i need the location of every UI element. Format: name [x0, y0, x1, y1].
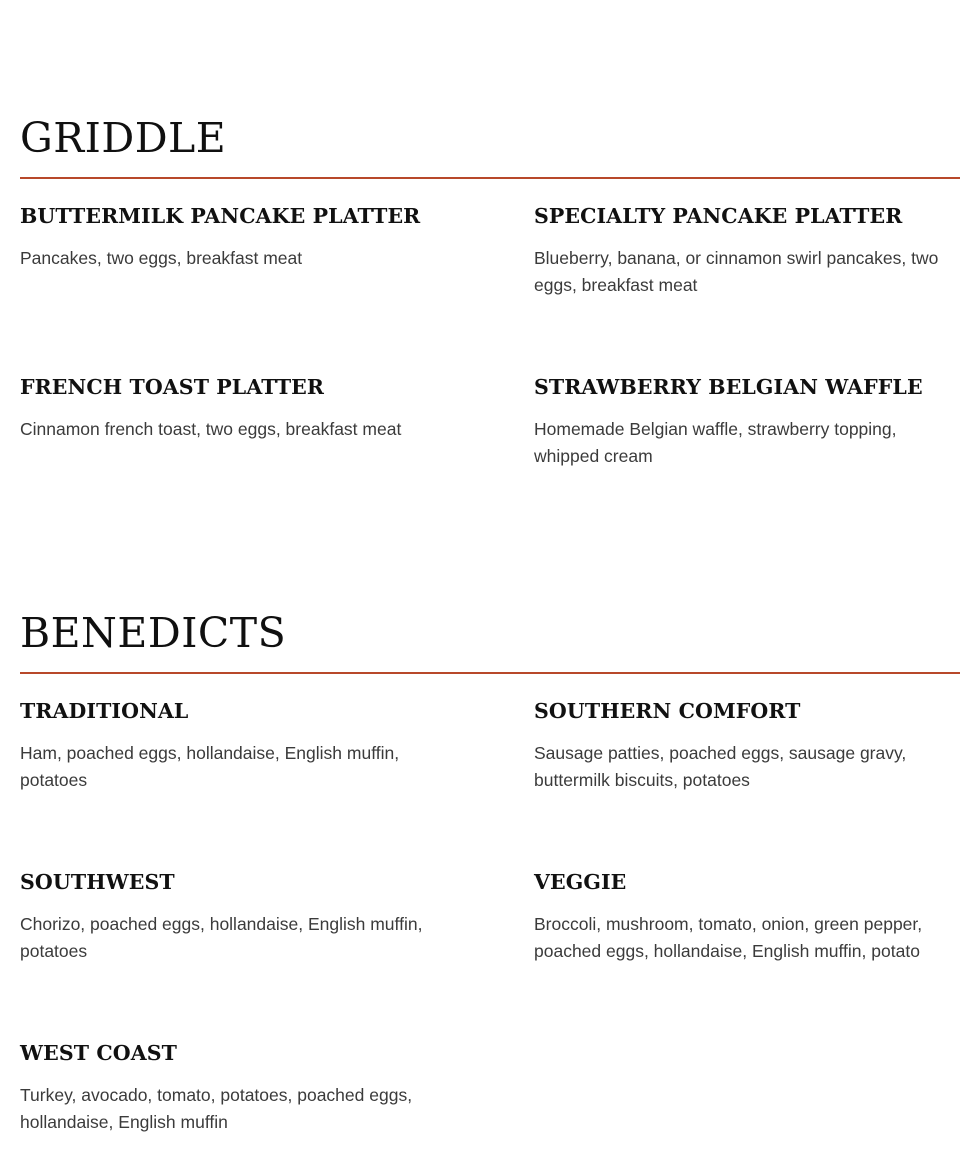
- section-title-griddle: GRIDDLE: [20, 114, 227, 162]
- menu-item: [20, 872, 450, 965]
- menu-item: [534, 206, 964, 299]
- menu-item: [534, 701, 964, 794]
- menu-item-name: FRENCH TOAST PLATTER: [20, 375, 325, 399]
- menu-item: [20, 206, 450, 272]
- menu-item-description: Broccoli, mushroom, tomato, onion, green pepper, poached eggs, hollandaise, English muffin, potato: [534, 913, 923, 961]
- menu-item-description: Ham, poached eggs, hollandaise, English muffin, potatoes: [20, 742, 400, 790]
- menu-item: [534, 872, 964, 965]
- menu-item-description: Sausage patties, poached eggs, sausage gravy, buttermilk biscuits, potatoes: [534, 742, 907, 790]
- menu-item-name: SOUTHWEST: [20, 870, 175, 894]
- menu-item: [534, 377, 964, 470]
- section-divider: [20, 177, 960, 179]
- menu-item-description: Chorizo, poached eggs, hollandaise, English muffin, potatoes: [20, 913, 423, 961]
- menu-item-name: VEGGIE: [534, 870, 627, 894]
- menu-item-name: STRAWBERRY BELGIAN WAFFLE: [534, 375, 923, 399]
- section-divider: [20, 672, 960, 674]
- menu-item-description: Turkey, avocado, tomato, potatoes, poached eggs, hollandaise, English muffin: [20, 1084, 413, 1132]
- menu-item-description: Homemade Belgian waffle, strawberry topping, whipped cream: [534, 418, 897, 466]
- section-title-benedicts: BENEDICTS: [20, 609, 287, 657]
- menu-item-description: Pancakes, two eggs, breakfast meat: [20, 247, 303, 268]
- menu-item: [20, 1043, 450, 1136]
- menu-item-description: Blueberry, banana, or cinnamon swirl pancakes, two eggs, breakfast meat: [534, 247, 939, 295]
- menu-item-name: BUTTERMILK PANCAKE PLATTER: [20, 204, 421, 228]
- menu-item-name: SOUTHERN COMFORT: [534, 699, 801, 723]
- menu-item: [20, 377, 450, 443]
- menu-item: [20, 701, 450, 794]
- menu-item-description: Cinnamon french toast, two eggs, breakfast meat: [20, 418, 402, 439]
- menu-item-name: SPECIALTY PANCAKE PLATTER: [534, 204, 903, 228]
- menu-item-name: TRADITIONAL: [20, 699, 189, 723]
- menu-item-name: WEST COAST: [20, 1041, 177, 1065]
